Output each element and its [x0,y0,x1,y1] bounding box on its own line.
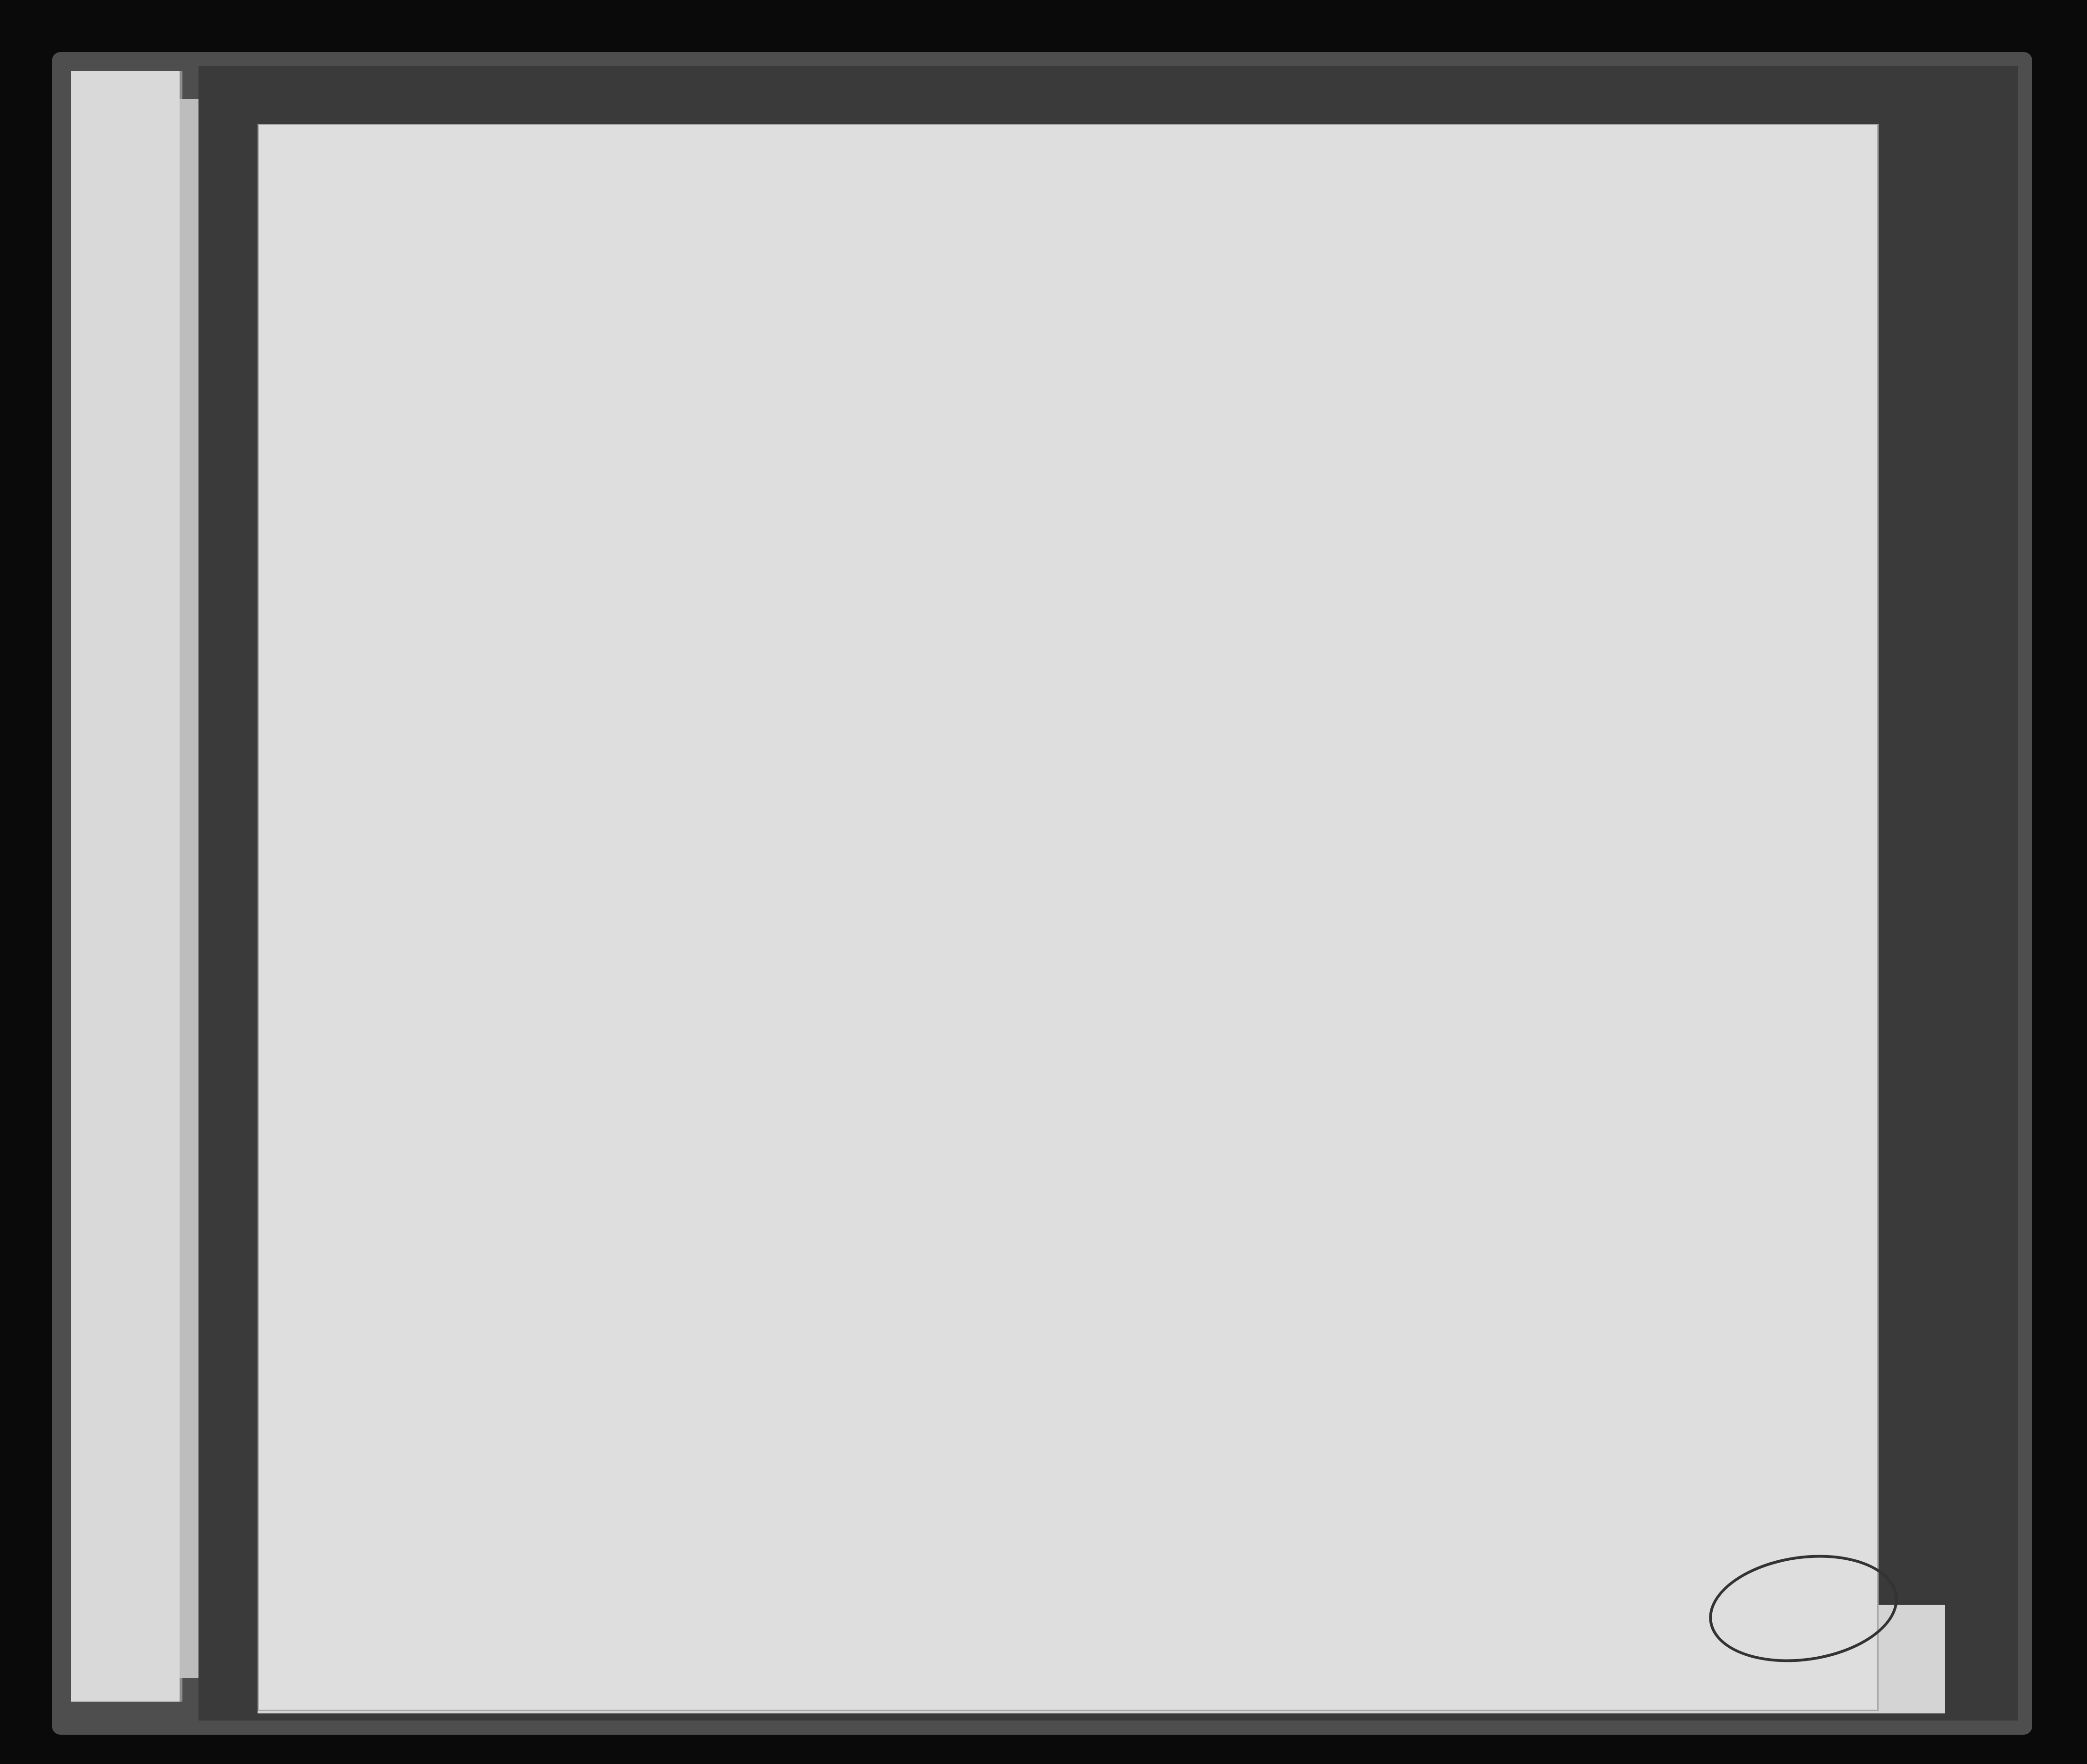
binder-strip [71,71,182,1702]
stamp-bottom-text [1715,1616,1897,1641]
manifest-sheet [258,124,1879,1711]
manifest-grid [258,124,1879,1711]
stamp-date [1710,1584,1893,1609]
